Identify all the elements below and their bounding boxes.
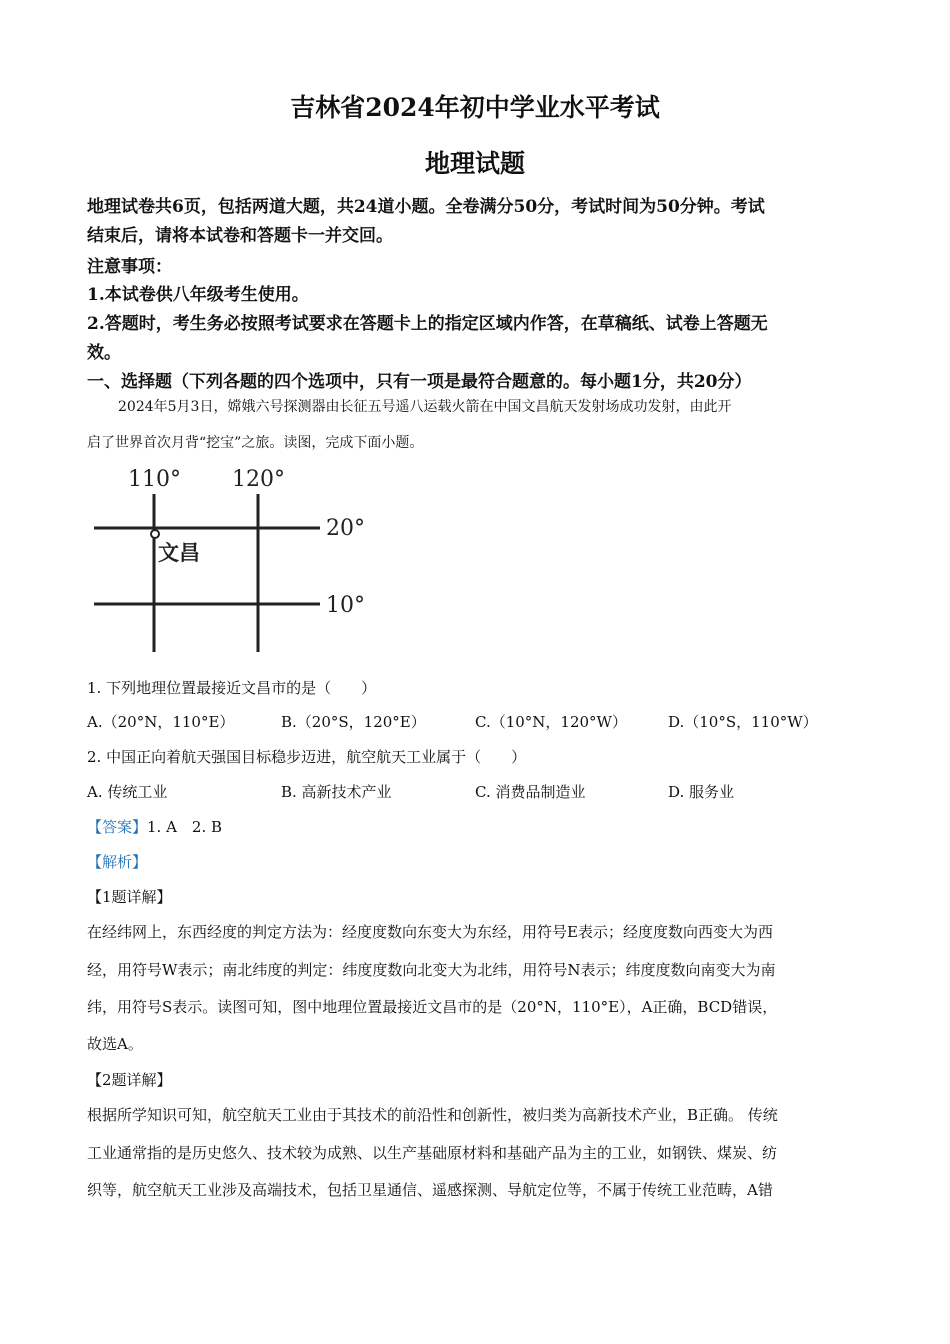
question-2-stem: 2. 中国正向着航天强国目标稳步迈进，航空航天工业属于（ ） bbox=[87, 748, 527, 766]
detail-1-line-4: 故选A。 bbox=[87, 1035, 143, 1053]
question-2-option-d: D. 服务业 bbox=[668, 783, 735, 801]
exam-subtitle: 地理试题 bbox=[424, 149, 525, 178]
passage-line-1: 2024年5月3日，嫦娥六号探测器由长征五号遥八运载火箭在中国文昌航天发射场成功发射，由此开 bbox=[118, 399, 732, 415]
answer-text: 1. A 2. B bbox=[147, 818, 223, 836]
question-1-stem: 1. 下列地理位置最接近文昌市的是（ ） bbox=[87, 679, 377, 697]
lon-label-120: 120° bbox=[232, 467, 285, 492]
question-1-option-d: D.（10°S，110°W） bbox=[668, 713, 818, 731]
question-2-option-a: A. 传统工业 bbox=[87, 783, 168, 801]
answer-label: 【答案】 bbox=[87, 818, 148, 836]
lat-label-20: 20° bbox=[326, 516, 365, 541]
detail-2-line-3: 织等，航空航天工业涉及高端技术，包括卫星通信、遥感探测、导航定位等，不属于传统工业范畴，A错 bbox=[87, 1181, 773, 1199]
exam-title: 吉林省2024年初中学业水平考试 bbox=[290, 93, 660, 122]
detail-1-line-1: 在经纬网上，东西经度的判定方法为：经度度数向东变大为东经，用符号E表示；经度度数向西变大为西 bbox=[87, 923, 773, 941]
notice-item-2: 2.答题时，考生务必按照考试要求在答题卡上的指定区域内作答，在草稿纸、试卷上答题无 bbox=[87, 314, 768, 334]
section-heading: 一、选择题（下列各题的四个选项中，只有一项是最符合题意的。每小题1分，共20分） bbox=[87, 372, 752, 392]
notice-item-2-cont: 效。 bbox=[87, 343, 121, 363]
intro-line-2: 结束后，请将本试卷和答题卡一并交回。 bbox=[87, 226, 393, 246]
lon-label-110: 110° bbox=[128, 467, 181, 492]
question-1-option-b: B.（20°S，120°E） bbox=[281, 713, 426, 731]
wenchang-label: 文昌 bbox=[158, 540, 200, 565]
wenchang-marker bbox=[151, 530, 159, 538]
detail-1-line-2: 经，用符号W表示；南北纬度的判定：纬度度数向北变大为北纬，用符号N表示；纬度度数向南变大为南 bbox=[87, 961, 776, 979]
question-1-option-c: C.（10°N，120°W） bbox=[475, 713, 627, 731]
question-1-option-a: A.（20°N，110°E） bbox=[87, 713, 235, 731]
notice-title: 注意事项： bbox=[87, 257, 172, 277]
lat-lon-grid-map bbox=[88, 462, 378, 652]
intro-line-1: 地理试卷共6页，包括两道大题，共24道小题。全卷满分50分，考试时间为50分钟。考试 bbox=[87, 197, 765, 217]
answer-line bbox=[87, 816, 222, 837]
detail-1-label: 【1题详解】 bbox=[87, 888, 172, 906]
notice-item-1: 1.本试卷供八年级考生使用。 bbox=[87, 285, 309, 305]
question-2-option-b: B. 高新技术产业 bbox=[281, 783, 392, 801]
detail-2-line-2: 工业通常指的是历史悠久、技术较为成熟、以生产基础原材料和基础产品为主的工业，如钢铁、煤炭、纺 bbox=[87, 1144, 778, 1162]
detail-2-line-1: 根据所学知识可知，航空航天工业由于其技术的前沿性和创新性，被归类为高新技术产业，B正确。 传统 bbox=[87, 1106, 778, 1124]
detail-2-label: 【2题详解】 bbox=[87, 1071, 172, 1089]
analysis-label: 【解析】 bbox=[87, 853, 148, 871]
question-2-option-c: C. 消费品制造业 bbox=[475, 783, 586, 801]
detail-1-line-3: 纬，用符号S表示。读图可知，图中地理位置最接近文昌市的是（20°N，110°E），A正确，BCD错误， bbox=[87, 998, 778, 1016]
passage-line-2: 启了世界首次月背“挖宝”之旅。读图，完成下面小题。 bbox=[87, 435, 424, 451]
lat-label-10: 10° bbox=[326, 593, 365, 618]
